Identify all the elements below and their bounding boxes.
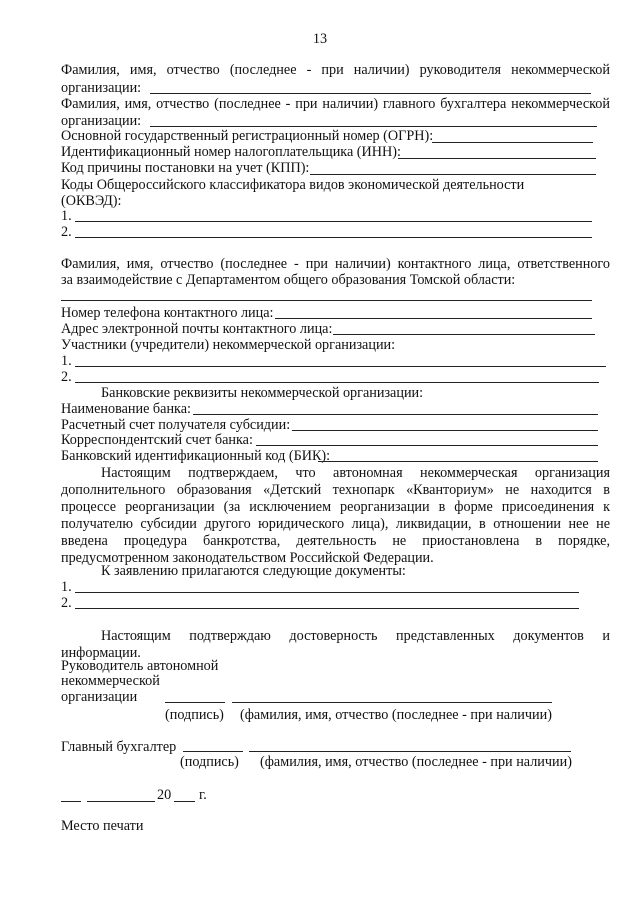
bik-field[interactable] — [318, 461, 598, 462]
head-name-field[interactable] — [150, 93, 591, 94]
head-fio-field[interactable] — [232, 702, 552, 703]
contact-person-field[interactable] — [61, 300, 592, 301]
inn-label: Идентификационный номер налогоплательщика (ИНН): — [61, 144, 401, 160]
email-label: Адрес электронной почты контактного лица: — [61, 321, 333, 337]
ogrn-label: Основной государственный регистрационный номер (ОГРН): — [61, 128, 434, 144]
date-year-field[interactable] — [174, 801, 195, 802]
confirmation-line: получателю субсидии другого юридического лица), ликвидации, в отношении нее не — [61, 516, 610, 532]
kpp-label: Код причины постановки на учет (КПП): — [61, 160, 310, 176]
phone-field[interactable] — [275, 318, 592, 319]
bank-name-field[interactable] — [193, 414, 598, 415]
confirmation-line: дополнительного образования «Детский технопарк «Кванториум» не находится в — [61, 482, 610, 498]
reliability-statement: Настоящим подтверждаю достоверность представленных документов и — [101, 628, 610, 644]
bank-name-label: Наименование банка: — [61, 401, 191, 417]
okved-field-1[interactable] — [75, 221, 592, 222]
accountant-name-label-cont: организации: — [61, 113, 142, 129]
founders-item-number: 1. — [61, 353, 72, 369]
head-sign-label: организации — [61, 689, 138, 705]
confirmation-line: предусмотренном законодательством Российской Федерации. — [61, 550, 434, 566]
founders-field-1[interactable] — [75, 366, 606, 367]
accountant-name-label: Фамилия, имя, отчество (последнее - при наличии) главного бухгалтера некоммерческой — [61, 96, 610, 112]
kpp-field[interactable] — [310, 174, 596, 175]
phone-label: Номер телефона контактного лица: — [61, 305, 274, 321]
settlement-account-label: Расчетный счет получателя субсидии: — [61, 417, 291, 433]
reliability-statement-cont: информации. — [61, 645, 141, 661]
confirmation-line: процессе реорганизации (за исключением реорганизации в форме присоединения к — [61, 499, 610, 515]
okved-label: Коды Общероссийского классификатора видов экономической деятельности — [61, 177, 525, 193]
head-sign-label: некоммерческой — [61, 673, 160, 689]
founders-field-2[interactable] — [75, 382, 599, 383]
founders-label: Участники (учредители) некоммерческой организации: — [61, 337, 396, 353]
confirmation-paragraph — [61, 465, 610, 567]
confirmation-line: введена процедура банкротства, деятельность не приостановлена в порядке, — [61, 533, 610, 549]
email-field[interactable] — [333, 334, 595, 335]
head-name-label-cont: организации: — [61, 80, 142, 96]
attachment-field-1[interactable] — [75, 592, 579, 593]
head-name-label: Фамилия, имя, отчество (последнее - при наличии) руководителя некоммерческой — [61, 62, 610, 78]
head-signature-field[interactable] — [165, 702, 225, 703]
contact-person-label-cont: за взаимодействие с Департаментом общего образования Томской области: — [61, 272, 516, 288]
contact-person-label: Фамилия, имя, отчество (последнее - при наличии) контактного лица, ответственного — [61, 256, 610, 272]
okved-label-cont: (ОКВЭД): — [61, 193, 122, 209]
attachment-item-number: 2. — [61, 595, 72, 611]
founders-item-number: 2. — [61, 369, 72, 385]
accountant-sign-label: Главный бухгалтер — [61, 739, 177, 755]
inn-field[interactable] — [398, 158, 596, 159]
head-sign-label: Руководитель автономной — [61, 658, 219, 674]
fio-caption: (фамилия, имя, отчество (последнее - при наличии) — [240, 707, 552, 723]
signature-caption: (подпись) — [180, 754, 239, 770]
corr-account-label: Корреспондентский счет банка: — [61, 432, 253, 448]
signature-caption: (подпись) — [165, 707, 224, 723]
corr-account-field[interactable] — [256, 445, 598, 446]
accountant-name-field[interactable] — [150, 126, 597, 127]
okved-item-number: 2. — [61, 224, 72, 240]
date-day-field[interactable] — [61, 801, 81, 802]
date-month-field[interactable] — [87, 801, 155, 802]
fio-caption: (фамилия, имя, отчество (последнее - при наличии) — [260, 754, 572, 770]
okved-item-number: 1. — [61, 208, 72, 224]
okved-field-2[interactable] — [75, 237, 592, 238]
ogrn-field[interactable] — [432, 142, 593, 143]
attachments-label: К заявлению прилагаются следующие документы: — [101, 563, 406, 579]
date-year-prefix: 20 — [157, 787, 172, 803]
page-number: 13 — [312, 31, 328, 47]
confirmation-line: Настоящим подтверждаем, что автономная некоммерческая организация — [101, 465, 610, 481]
accountant-fio-field[interactable] — [249, 751, 571, 752]
settlement-account-field[interactable] — [292, 430, 598, 431]
stamp-place-label: Место печати — [61, 818, 144, 834]
attachment-field-2[interactable] — [75, 608, 579, 609]
attachment-item-number: 1. — [61, 579, 72, 595]
date-year-suffix: г. — [199, 787, 207, 803]
bank-details-header: Банковские реквизиты некоммерческой организации: — [101, 385, 424, 401]
accountant-signature-field[interactable] — [183, 751, 243, 752]
bik-label: Банковский идентификационный код (БИК): — [61, 448, 331, 464]
